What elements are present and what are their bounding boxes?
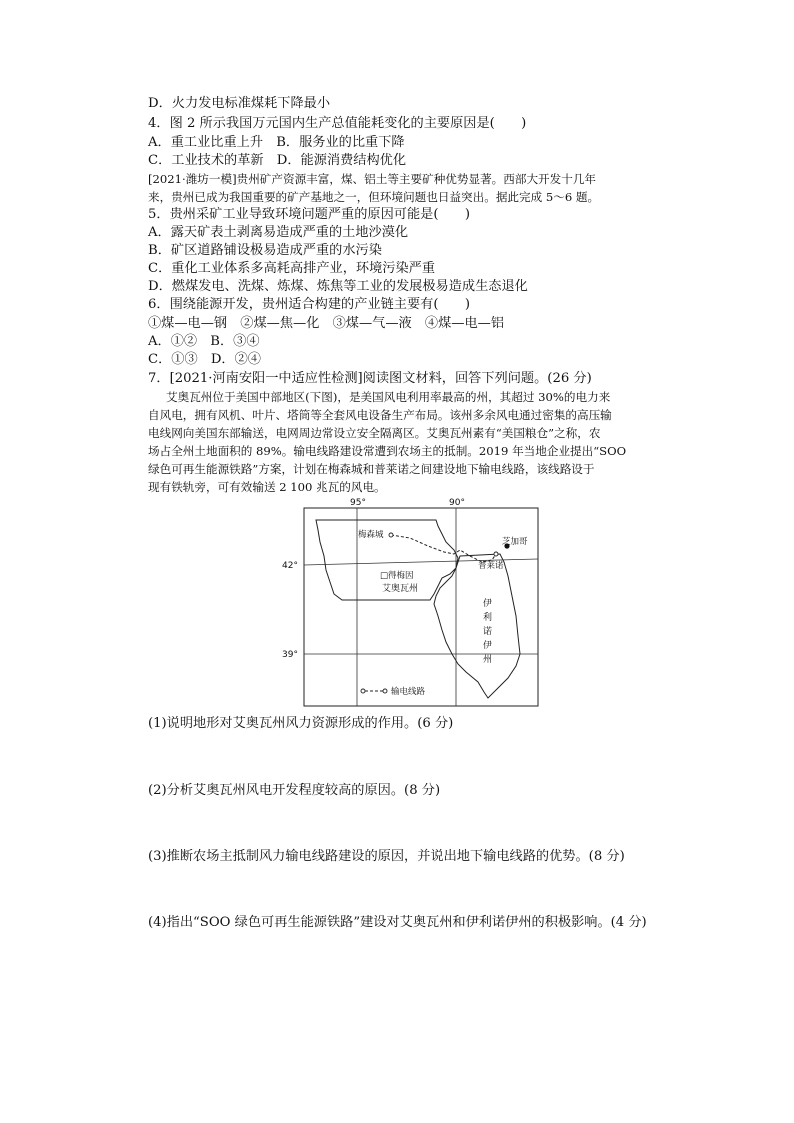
label-des-moines: □得梅因	[380, 571, 414, 581]
passage-line-3: 电线网向美国东部输送，电网周边常设立安全隔离区。艾奥瓦州素有“美国粮仓”之称，农	[148, 426, 601, 440]
question-4-options-cd: C．工业技术的革新 D．能源消费结构优化	[148, 153, 407, 168]
passage-line-2: 自风电，拥有风机、叶片、塔筒等全套风电设备生产布局。该州多余风电通过密集的高压输	[148, 408, 612, 422]
iowa-illinois-map	[270, 496, 546, 710]
label-lat-42: 42°	[282, 561, 298, 571]
legend-start-marker	[361, 689, 365, 693]
passage-line-1: 艾奥瓦州位于美国中部地区(下图)，是美国风电利用率最高的州，其超过 30%的电力来	[166, 390, 611, 404]
label-illinois-char1: 伊	[483, 599, 493, 609]
label-lat-39: 39°	[282, 650, 298, 660]
label-plano: 普莱诺	[478, 561, 504, 571]
label-chicago: 芝加哥	[502, 537, 528, 547]
question-7-part-3: (3)推断农场主抵制风力输电线路建设的原因，并说出地下输电线路的优势。(8 分)	[148, 849, 625, 864]
label-lon-90: 90°	[449, 498, 465, 508]
label-illinois-char5: 州	[483, 655, 493, 665]
label-mason-city: 梅森城	[358, 530, 384, 540]
question-5-stem: 5．贵州采矿工业导致环境问题严重的原因可能是( )	[148, 207, 470, 222]
question-6-options-cd: C．①③ D．②④	[148, 352, 261, 367]
label-illinois-char3: 诺	[483, 627, 493, 637]
question-6-chains: ①煤—电—钢 ②煤—焦—化 ③煤—气—液 ④煤—电—铝	[148, 316, 505, 331]
plano-marker	[494, 552, 498, 556]
question-5-option-b: B．矿区道路铺设极易造成严重的水污染	[148, 243, 382, 258]
question-5-option-d: D．燃煤发电、洗煤、炼煤、炼焦等工业的发展极易造成生态退化	[148, 279, 528, 294]
question-7-stem: 7．[2021·河南安阳一中适应性检测]阅读图文材料，回答下列问题。(26 分)	[148, 371, 592, 386]
intro-5-6-line2: 来，贵州已成为我国重要的矿产基地之一，但环境问题也日益突出。据此完成 5～6 题。	[148, 190, 600, 204]
passage-line-5: 绿色可再生能源铁路”方案，计划在梅森城和普莱诺之间建设地下输电线路，该线路设于	[148, 462, 595, 476]
legend-label: 输电线路	[391, 687, 426, 697]
question-4-options-ab: A．重工业比重上升 B．服务业的比重下降	[148, 135, 405, 150]
question-4-stem: 4．图 2 所示我国万元国内生产总值能耗变化的主要原因是( )	[148, 116, 527, 131]
question-6-stem: 6．围绕能源开发，贵州适合构建的产业链主要有( )	[148, 297, 470, 312]
option-d-q3: D．火力发电标准煤耗下降最小	[148, 96, 331, 111]
mason-city-marker	[389, 533, 393, 537]
question-5-option-a: A．露天矿表土剥离易造成严重的土地沙漠化	[148, 225, 409, 240]
question-7-part-4: (4)指出“SOO 绿色可再生能源铁路”建设对艾奥瓦州和伊利诺伊州的积极影响。(4 分)	[148, 915, 647, 930]
label-iowa: 艾奥瓦州	[382, 584, 419, 594]
passage-line-6: 现有铁轨旁，可有效输送 2 100 兆瓦的风电。	[148, 480, 386, 494]
question-7-part-2: (2)分析艾奥瓦州风电开发程度较高的原因。(8 分)	[148, 783, 441, 798]
question-5-option-c: C．重化工业体系多高耗高排产业，环境污染严重	[148, 261, 436, 276]
question-7-part-1: (1)说明地形对艾奥瓦州风力资源形成的作用。(6 分)	[148, 716, 454, 731]
question-6-options-ab: A．①② B．③④	[148, 334, 260, 349]
label-illinois-char2: 利	[483, 613, 493, 623]
legend-end-marker	[383, 689, 387, 693]
label-lon-95: 95°	[350, 498, 366, 508]
intro-5-6-line1: [2021·潍坊一模]贵州矿产资源丰富，煤、铝土等主要矿种优势显著。西部大开发十几年	[148, 172, 597, 186]
passage-line-4: 场占全州土地面积的 89%。输电线路建设常遭到农场主的抵制。2019 年当地企业提出“SOO	[148, 444, 627, 458]
label-illinois-char4: 伊	[483, 641, 493, 651]
